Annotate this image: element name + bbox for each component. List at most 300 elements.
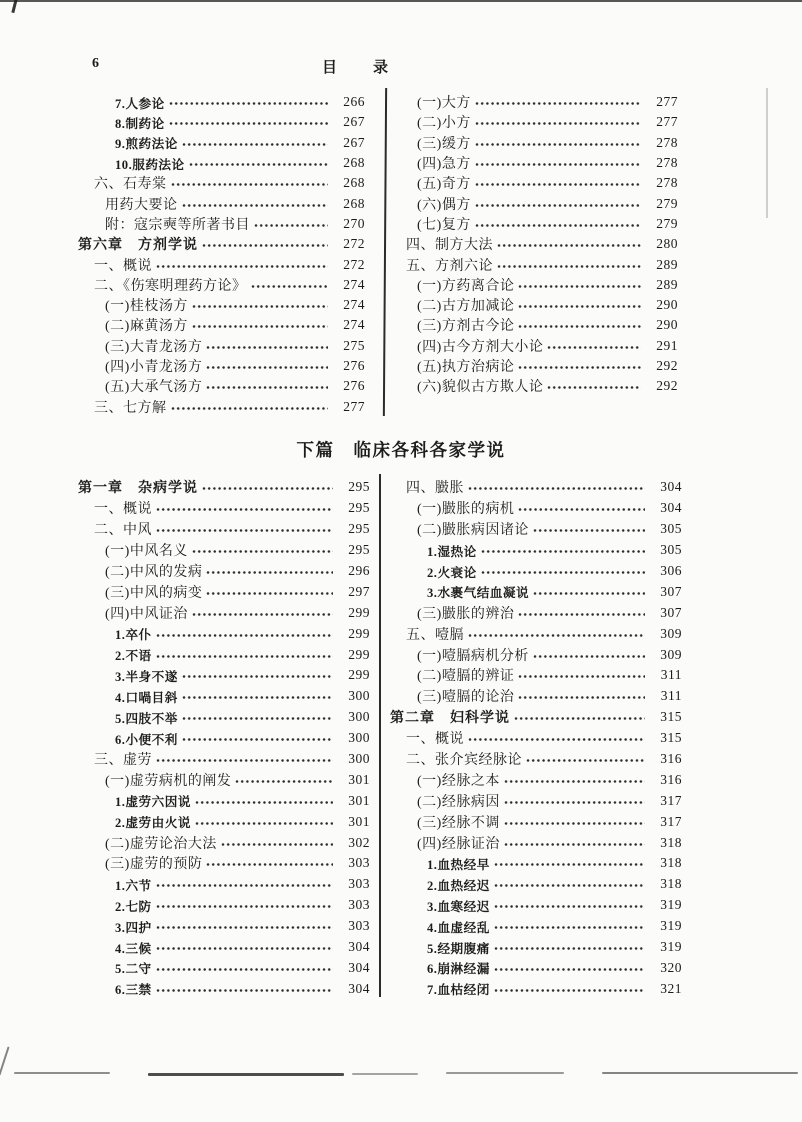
toc-entry-label: 1.湿热论: [427, 544, 477, 559]
toc-entry: [78, 937, 370, 958]
toc-entry: [78, 957, 370, 978]
toc-entry-label: 6.崩淋经漏: [427, 962, 490, 977]
toc-entry-label: (七)复方: [417, 217, 471, 233]
toc-entry-page: 299: [348, 625, 370, 641]
toc-entry-page: 267: [343, 134, 365, 150]
dot-leader: [504, 800, 645, 805]
toc-entry: [78, 916, 370, 937]
dot-leader: [518, 674, 645, 679]
part-title: 下篇 临床各科各家学说: [296, 440, 506, 460]
dot-leader: [171, 182, 329, 187]
toc-entry-page: 291: [656, 337, 678, 353]
toc-entry-page: 274: [343, 317, 365, 333]
toc-entry-label: 2.虚劳由火说: [115, 816, 191, 831]
dot-leader: [156, 633, 333, 638]
dot-leader: [156, 988, 333, 993]
toc-entry-label: (一)大方: [417, 96, 471, 112]
toc-entry-label: (三)中风的病变: [105, 585, 203, 601]
toc-entry-page: 299: [348, 667, 370, 683]
dot-leader: [547, 345, 641, 350]
toc-entry: [78, 214, 365, 234]
toc-entry-page: 295: [348, 542, 370, 558]
scan-artifact-bottom-segment: [14, 1072, 110, 1074]
toc-entry-label: (一)中风名义: [105, 544, 188, 560]
toc-entry-label: 用药大要论: [105, 197, 178, 213]
toc-entry: [390, 498, 682, 519]
scan-artifact-bottom-segment: [352, 1073, 418, 1075]
toc-entry-label: 9.煎药法论: [115, 137, 178, 152]
toc-entry-page: 279: [656, 195, 678, 211]
dot-leader: [156, 925, 333, 930]
page-number: 6: [92, 56, 99, 71]
toc-entry: [78, 234, 365, 254]
toc-entry: [78, 769, 370, 790]
dot-leader: [547, 385, 641, 390]
dot-leader: [206, 365, 328, 370]
toc-entry-page: 277: [656, 94, 678, 110]
toc-entry: [390, 853, 682, 874]
toc-entry-label: 3.血寒经迟: [427, 899, 490, 914]
toc-entry-label: (三)缓方: [417, 136, 471, 152]
dot-leader: [475, 121, 641, 126]
toc-entry-page: 292: [656, 358, 678, 373]
toc-entry-page: 300: [348, 730, 370, 746]
toc-entry-page: 280: [656, 236, 678, 252]
toc-entry: [390, 336, 678, 356]
toc-entry: [390, 295, 678, 315]
toc-entry-label: 一、概说: [406, 732, 464, 748]
toc-entry-page: 277: [656, 114, 678, 130]
toc-entry-label: (四)经脉证治: [417, 836, 500, 852]
toc-entry: [78, 376, 365, 396]
dot-leader: [221, 842, 333, 847]
dot-leader: [235, 779, 333, 784]
dot-leader: [504, 842, 645, 847]
toc-entry-page: 316: [660, 751, 682, 767]
dot-leader: [182, 203, 329, 208]
toc-entry-page: 267: [343, 114, 365, 130]
toc-entry-page: 276: [343, 378, 365, 394]
dot-leader: [156, 967, 333, 972]
toc-entry: [78, 315, 365, 335]
dot-leader: [518, 324, 641, 329]
dot-leader: [206, 345, 328, 350]
toc-entry-page: 266: [343, 94, 365, 110]
toc-entry: [390, 173, 678, 193]
toc-entry-label: (一)臌胀的病机: [417, 502, 515, 518]
toc-entry-page: 315: [660, 709, 682, 725]
dot-leader: [251, 284, 329, 289]
toc-entry: [78, 153, 365, 173]
toc-entry-label: (三)经脉不调: [417, 815, 500, 831]
dot-leader: [494, 946, 645, 951]
toc-entry: [78, 811, 370, 832]
toc-entry-page: 272: [343, 236, 365, 252]
dot-leader: [494, 988, 645, 993]
toc-entry-page: 319: [660, 918, 682, 934]
dot-leader: [206, 570, 333, 575]
toc-entry-label: 五、方剂六论: [406, 258, 493, 274]
dot-leader: [533, 528, 645, 533]
toc-entry-page: 305: [660, 521, 682, 537]
toc-entry-page: 311: [660, 688, 682, 704]
toc-header-title: 目 录: [322, 60, 391, 76]
toc-entry-label: 第六章 方剂学说: [78, 238, 198, 254]
toc-entry: [78, 193, 365, 213]
toc-entry-page: 320: [660, 959, 682, 975]
dot-leader: [497, 264, 641, 269]
toc-entry: [78, 561, 370, 582]
toc-entry-label: 6.三禁: [115, 983, 152, 998]
toc-entry-page: 309: [660, 646, 682, 662]
toc-entry-page: 319: [660, 897, 682, 913]
toc-entry-label: 4.口喎目斜: [115, 690, 178, 705]
toc-entry-page: 295: [348, 500, 370, 516]
toc-entry-label: (五)大承气汤方: [105, 380, 203, 396]
dot-leader: [526, 758, 645, 763]
scan-artifact-right-edge: [766, 88, 768, 218]
toc-entry-page: 304: [348, 939, 370, 955]
dot-leader: [494, 967, 645, 972]
toc-entry-page: 318: [660, 876, 682, 892]
toc-column-bottom-left: [78, 477, 370, 999]
toc-entry-page: 311: [660, 667, 682, 683]
toc-entry-label: 1.血热经早: [427, 857, 490, 872]
toc-entry-label: 5.四肢不举: [115, 711, 178, 726]
toc-entry-page: 268: [343, 195, 365, 211]
scan-artifact-top-edge: [0, 0, 802, 2]
toc-entry-label: 三、七方解: [94, 400, 167, 416]
toc-entry: [78, 540, 370, 561]
toc-entry-label: (二)臌胀病因诸论: [417, 523, 529, 539]
toc-entry-label: 二、中风: [94, 523, 152, 539]
toc-entry-page: 274: [343, 297, 365, 313]
toc-entry-label: (一)噎膈病机分析: [417, 648, 529, 664]
toc-entry-label: 1.六节: [115, 878, 152, 893]
toc-entry-label: (一)虚劳病机的阐发: [105, 773, 232, 789]
dot-leader: [156, 758, 333, 763]
dot-leader: [156, 904, 333, 909]
toc-entry: [390, 214, 678, 234]
column-divider-bottom: [379, 474, 381, 997]
dot-leader: [481, 549, 645, 554]
toc-entry-label: 5.经期腹痛: [427, 941, 490, 956]
dot-leader: [497, 243, 641, 248]
toc-entry-page: 297: [348, 583, 370, 599]
toc-entry: [390, 356, 678, 376]
scan-artifact-bottom-segment: [148, 1073, 344, 1076]
toc-entry-page: 304: [348, 959, 370, 975]
dot-leader: [518, 284, 641, 289]
toc-entry-label: (四)小青龙汤方: [105, 360, 203, 375]
toc-entry-page: 268: [343, 155, 365, 171]
dot-leader: [494, 862, 645, 867]
toc-entry-label: 附：寇宗奭等所著书目: [105, 217, 250, 233]
toc-entry: [78, 978, 370, 999]
toc-entry-label: (二)小方: [417, 116, 471, 132]
toc-entry-page: 304: [660, 479, 682, 495]
toc-entry-page: 303: [348, 855, 370, 871]
toc-entry: [390, 644, 682, 665]
dot-leader: [192, 549, 333, 554]
toc-entry: [390, 133, 678, 153]
toc-entry: [390, 957, 682, 978]
toc-entry-label: 第二章 妇科学说: [390, 711, 510, 727]
toc-entry-page: 275: [343, 337, 365, 353]
toc-entry: [78, 602, 370, 623]
dot-leader: [504, 779, 645, 784]
toc-entry: [390, 254, 678, 274]
toc-entry-label: (三)大青龙汤方: [105, 339, 203, 355]
dot-leader: [202, 486, 333, 491]
toc-entry-label: (三)臌胀的辨治: [417, 606, 515, 622]
dot-leader: [169, 101, 328, 106]
toc-entry: [390, 540, 682, 561]
toc-entry-page: 278: [656, 134, 678, 150]
toc-entry: [78, 832, 370, 853]
toc-entry-label: 二、《伤寒明理药方论》: [94, 278, 247, 294]
toc-entry: [390, 686, 682, 707]
scan-artifact-bottom-hook: [0, 1046, 10, 1075]
toc-entry-label: (三)噎膈的论治: [417, 690, 515, 706]
toc-entry-page: 290: [656, 317, 678, 333]
toc-entry-label: 四、臌胀: [406, 481, 464, 497]
toc-column-bottom-right: [390, 477, 682, 999]
dot-leader: [156, 883, 333, 888]
toc-entry-page: 300: [348, 688, 370, 704]
dot-leader: [156, 528, 333, 533]
toc-entry: [78, 707, 370, 728]
toc-entry-label: (一)方药离合论: [417, 278, 515, 294]
toc-entry-page: 304: [348, 980, 370, 996]
toc-entry-page: 303: [348, 897, 370, 913]
toc-entry: [78, 790, 370, 811]
toc-entry-page: 295: [348, 521, 370, 537]
toc-entry-page: 306: [660, 563, 682, 578]
toc-entry: [390, 153, 678, 173]
dot-leader: [192, 324, 328, 329]
toc-entry: [78, 356, 365, 376]
dot-leader: [518, 612, 645, 617]
toc-entry: [78, 665, 370, 686]
dot-leader: [518, 507, 645, 512]
dot-leader: [494, 883, 645, 888]
toc-entry: [78, 895, 370, 916]
dot-leader: [518, 365, 641, 370]
toc-entry-label: (二)经脉病因: [417, 794, 500, 810]
scan-artifact-bottom-segment: [602, 1072, 798, 1074]
toc-entry-label: 1.卒仆: [115, 628, 152, 643]
toc-entry-page: 300: [348, 709, 370, 725]
toc-entry-label: 第一章 杂病学说: [78, 481, 198, 497]
dot-leader: [475, 101, 641, 106]
toc-entry-label: 4.三候: [115, 941, 152, 956]
toc-column-top-left: [78, 92, 365, 417]
toc-entry-label: 10.服药法论: [115, 157, 185, 172]
dot-leader: [169, 121, 328, 126]
toc-entry: [78, 623, 370, 644]
dot-leader: [156, 264, 328, 269]
toc-entry-label: (二)中风的发病: [105, 565, 203, 580]
dot-leader: [182, 737, 333, 742]
toc-entry-page: 289: [656, 276, 678, 292]
dot-leader: [475, 223, 641, 228]
dot-leader: [156, 507, 333, 512]
dot-leader: [518, 695, 645, 700]
toc-entry-page: 299: [348, 604, 370, 620]
toc-entry: [390, 112, 678, 132]
toc-entry: [78, 477, 370, 498]
toc-entry-label: (二)虚劳论治大法: [105, 836, 217, 852]
toc-entry: [78, 728, 370, 749]
toc-entry-label: 3.水裹气结血凝说: [427, 586, 530, 601]
toc-entry-label: 8.制药论: [115, 116, 165, 131]
toc-entry: [390, 376, 678, 396]
toc-entry-page: 317: [660, 792, 682, 808]
toc-entry-label: (二)麻黄汤方: [105, 319, 188, 335]
toc-entry-label: 2.血热经迟: [427, 878, 490, 893]
toc-entry: [390, 769, 682, 790]
toc-entry: [390, 193, 678, 213]
toc-entry: [390, 937, 682, 958]
dot-leader: [533, 654, 645, 659]
dot-leader: [475, 162, 641, 167]
dot-leader: [206, 385, 328, 390]
toc-entry: [78, 581, 370, 602]
toc-entry-page: 299: [348, 646, 370, 662]
toc-entry: [390, 561, 682, 582]
toc-entry-label: (三)虚劳的预防: [105, 857, 203, 873]
toc-entry-page: 305: [660, 542, 682, 558]
toc-entry: [390, 728, 682, 749]
dot-leader: [156, 946, 333, 951]
toc-entry-page: 277: [343, 398, 365, 414]
dot-leader: [254, 223, 328, 228]
dot-leader: [189, 162, 328, 167]
toc-entry-label: 3.半身不遂: [115, 669, 178, 684]
dot-leader: [192, 612, 333, 617]
dot-leader: [475, 203, 641, 208]
toc-entry-label: 1.虚劳六因说: [115, 795, 191, 810]
toc-entry-page: 296: [348, 563, 370, 578]
toc-entry-label: (二)噎膈的辨证: [417, 669, 515, 685]
toc-entry: [78, 519, 370, 540]
toc-entry-label: (五)奇方: [417, 177, 471, 193]
toc-entry: [78, 173, 365, 193]
toc-entry-page: 301: [348, 771, 370, 787]
toc-entry: [390, 811, 682, 832]
dot-leader: [171, 406, 329, 411]
dot-leader: [195, 821, 333, 826]
dot-leader: [206, 591, 333, 596]
toc-entry-label: (六)貌似古方欺人论: [417, 380, 544, 396]
toc-entry-page: 279: [656, 215, 678, 231]
dot-leader: [494, 925, 645, 930]
toc-entry-page: 276: [343, 358, 365, 373]
toc-entry-page: 278: [656, 175, 678, 191]
toc-entry-page: 272: [343, 256, 365, 272]
dot-leader: [518, 304, 641, 309]
toc-entry-label: 3.四护: [115, 920, 152, 935]
toc-entry-page: 268: [343, 175, 365, 191]
dot-leader: [206, 862, 333, 867]
toc-entry: [78, 686, 370, 707]
dot-leader: [182, 142, 328, 147]
toc-entry: [78, 396, 365, 416]
dot-leader: [475, 142, 641, 147]
toc-entry-page: 295: [348, 479, 370, 495]
toc-entry: [390, 707, 682, 728]
dot-leader: [468, 737, 645, 742]
dot-leader: [192, 304, 328, 309]
toc-entry-page: 289: [656, 256, 678, 272]
toc-entry-label: 五、噎膈: [406, 627, 464, 643]
toc-entry-page: 303: [348, 918, 370, 934]
toc-entry: [78, 336, 365, 356]
scan-artifact-bottom-segment: [446, 1072, 564, 1074]
toc-entry: [78, 874, 370, 895]
column-divider-top: [383, 88, 387, 416]
dot-leader: [182, 716, 333, 721]
toc-entry: [390, 234, 678, 254]
toc-entry-label: 三、虚劳: [94, 753, 152, 769]
toc-entry-page: 302: [348, 834, 370, 850]
toc-entry-page: 319: [660, 939, 682, 955]
toc-entry-page: 300: [348, 751, 370, 767]
toc-entry: [390, 874, 682, 895]
toc-entry-label: 2.火衰论: [427, 565, 477, 580]
toc-entry-label: 7.人参论: [115, 96, 165, 111]
dot-leader: [182, 674, 333, 679]
toc-entry: [78, 254, 365, 274]
dot-leader: [481, 570, 645, 575]
toc-entry: [78, 498, 370, 519]
toc-entry-label: 7.血枯经闭: [427, 983, 490, 998]
toc-entry: [78, 275, 365, 295]
toc-entry-page: 315: [660, 730, 682, 746]
toc-entry-label: 5.二守: [115, 962, 152, 977]
toc-entry-label: (一)经脉之本: [417, 773, 500, 789]
toc-entry-page: 278: [656, 155, 678, 171]
toc-entry-page: 301: [348, 813, 370, 829]
dot-leader: [475, 182, 641, 187]
toc-entry: [390, 895, 682, 916]
toc-entry: [390, 602, 682, 623]
toc-entry-label: (二)古方加减论: [417, 299, 515, 315]
toc-entry: [390, 275, 678, 295]
toc-entry-label: 一、概说: [94, 258, 152, 274]
dot-leader: [195, 800, 333, 805]
toc-entry-page: 301: [348, 792, 370, 808]
toc-entry-label: 二、张介宾经脉论: [406, 753, 522, 769]
toc-entry-page: 292: [656, 378, 678, 394]
toc-entry: [78, 644, 370, 665]
toc-entry-label: 四、制方大法: [406, 238, 493, 254]
toc-entry-label: (四)急方: [417, 157, 471, 173]
toc-entry-page: 318: [660, 855, 682, 871]
toc-entry: [78, 853, 370, 874]
toc-entry-page: 270: [343, 215, 365, 231]
dot-leader: [156, 654, 333, 659]
toc-entry-label: (一)桂枝汤方: [105, 299, 188, 315]
dot-leader: [514, 716, 645, 721]
toc-entry-label: 2.七防: [115, 899, 152, 914]
dot-leader: [504, 821, 645, 826]
toc-entry-page: 274: [343, 276, 365, 292]
toc-entry-label: (六)偶方: [417, 197, 471, 213]
toc-entry-page: 307: [660, 583, 682, 599]
toc-entry: [78, 749, 370, 770]
